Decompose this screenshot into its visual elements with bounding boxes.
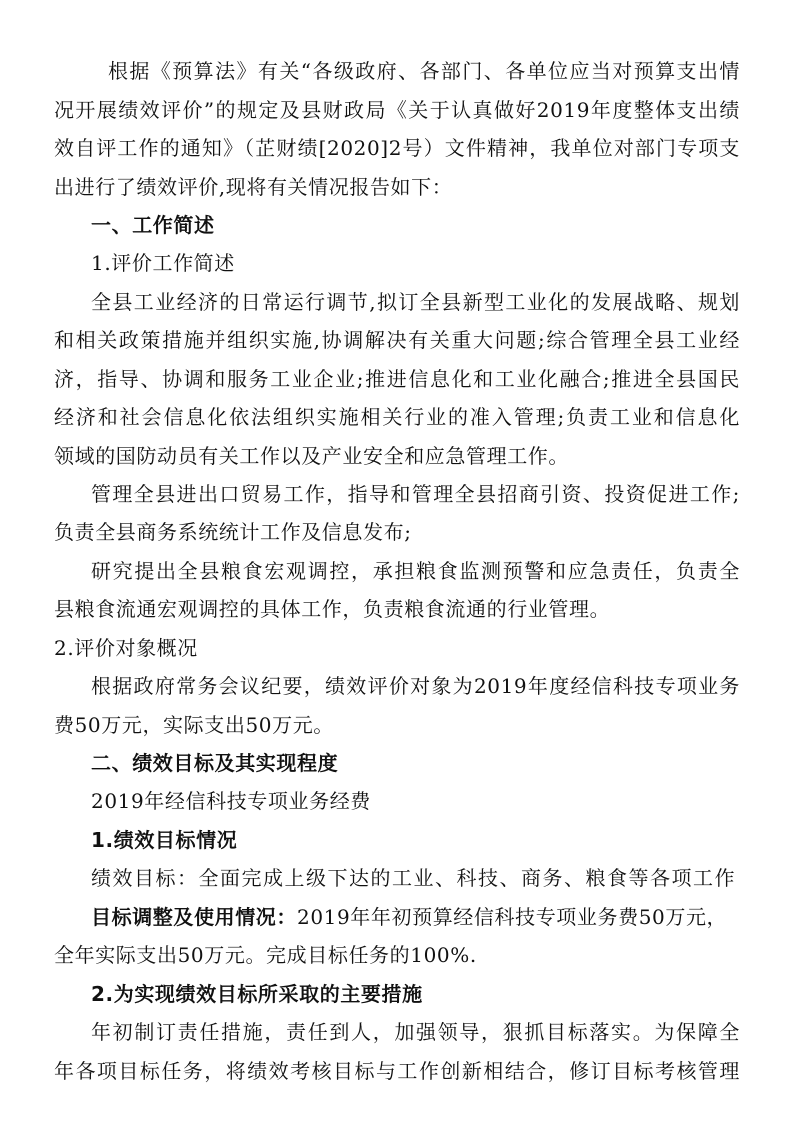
paragraph-line: 绩效目标：全面完成上级下达的工业、科技、商务、粮食等各项工作 xyxy=(91,866,736,890)
paragraph-line: 济，指导、协调和服务工业企业;推进信息化和工业化融合;推进全县国民 xyxy=(54,367,740,391)
paragraph-line: 经济和社会信息化依法组织实施相关行业的准入管理;负责工业和信息化 xyxy=(54,405,740,429)
paragraph-line: 费50万元，实际支出50万元。 xyxy=(54,713,334,737)
paragraph-line: 县粮食流通宏观调控的具体工作，负责粮食流通的行业管理。 xyxy=(54,597,611,621)
paragraph-line: 负责全县商务系统统计工作及信息发布; xyxy=(54,520,412,544)
paragraph-line: 管理全县进出口贸易工作，指导和管理全县招商引资、投资促进工作; xyxy=(91,482,740,506)
paragraph-line: 根据《预算法》有关“各级政府、各部门、各单位应当对预算支出情 xyxy=(108,59,740,83)
paragraph-line: 全县工业经济的日常运行调节,拟订全县新型工业化的发展战略、规划 xyxy=(91,290,740,314)
paragraph-line: 效自评工作的通知》（芷财绩[2020]2号）文件精神，我单位对部门专项支 xyxy=(54,136,740,160)
subsection-heading: 1.评价工作简述 xyxy=(91,251,235,275)
subsection-heading: 2.评价对象概况 xyxy=(54,636,198,660)
paragraph-line: 研究提出全县粮食宏观调控，承担粮食监测预警和应急责任，负责全 xyxy=(91,559,740,583)
paragraph-line: 出进行了绩效评价,现将有关情况报告如下： xyxy=(54,175,453,199)
paragraph-line: 领域的国防动员有关工作以及产业安全和应急管理工作。 xyxy=(54,444,569,468)
adjustment-label: 目标调整及使用情况： xyxy=(91,905,297,929)
paragraph-line: 年初制订责任措施，责任到人，加强领导，狠抓目标落实。为保障全 xyxy=(91,1020,740,1044)
section-heading: 一、工作简述 xyxy=(91,213,215,237)
paragraph-line: 年各项目标任务，将绩效考核目标与工作创新相结合，修订目标考核管理 xyxy=(54,1059,740,1083)
subsection-heading: 1.绩效目标情况 xyxy=(91,828,238,852)
subsection-heading: 2.为实现绩效目标所采取的主要措施 xyxy=(91,982,423,1006)
paragraph-line: 和相关政策措施并组织实施,协调解决有关重大问题;综合管理全县工业经 xyxy=(54,328,740,352)
section-heading: 二、绩效目标及其实现程度 xyxy=(91,751,339,775)
paragraph-line: 况开展绩效评价”的规定及县财政局《关于认真做好2019年度整体支出绩 xyxy=(54,98,740,122)
paragraph-line: 根据政府常务会议纪要，绩效评价对象为2019年度经信科技专项业务 xyxy=(91,674,740,698)
adjustment-line xyxy=(91,904,727,930)
adjustment-text: 2019年年初预算经信科技专项业务费50万元， xyxy=(297,905,728,929)
paragraph-line: 全年实际支出50万元。完成目标任务的100%. xyxy=(54,943,477,967)
subheading: 2019年经信科技专项业务经费 xyxy=(91,789,371,813)
